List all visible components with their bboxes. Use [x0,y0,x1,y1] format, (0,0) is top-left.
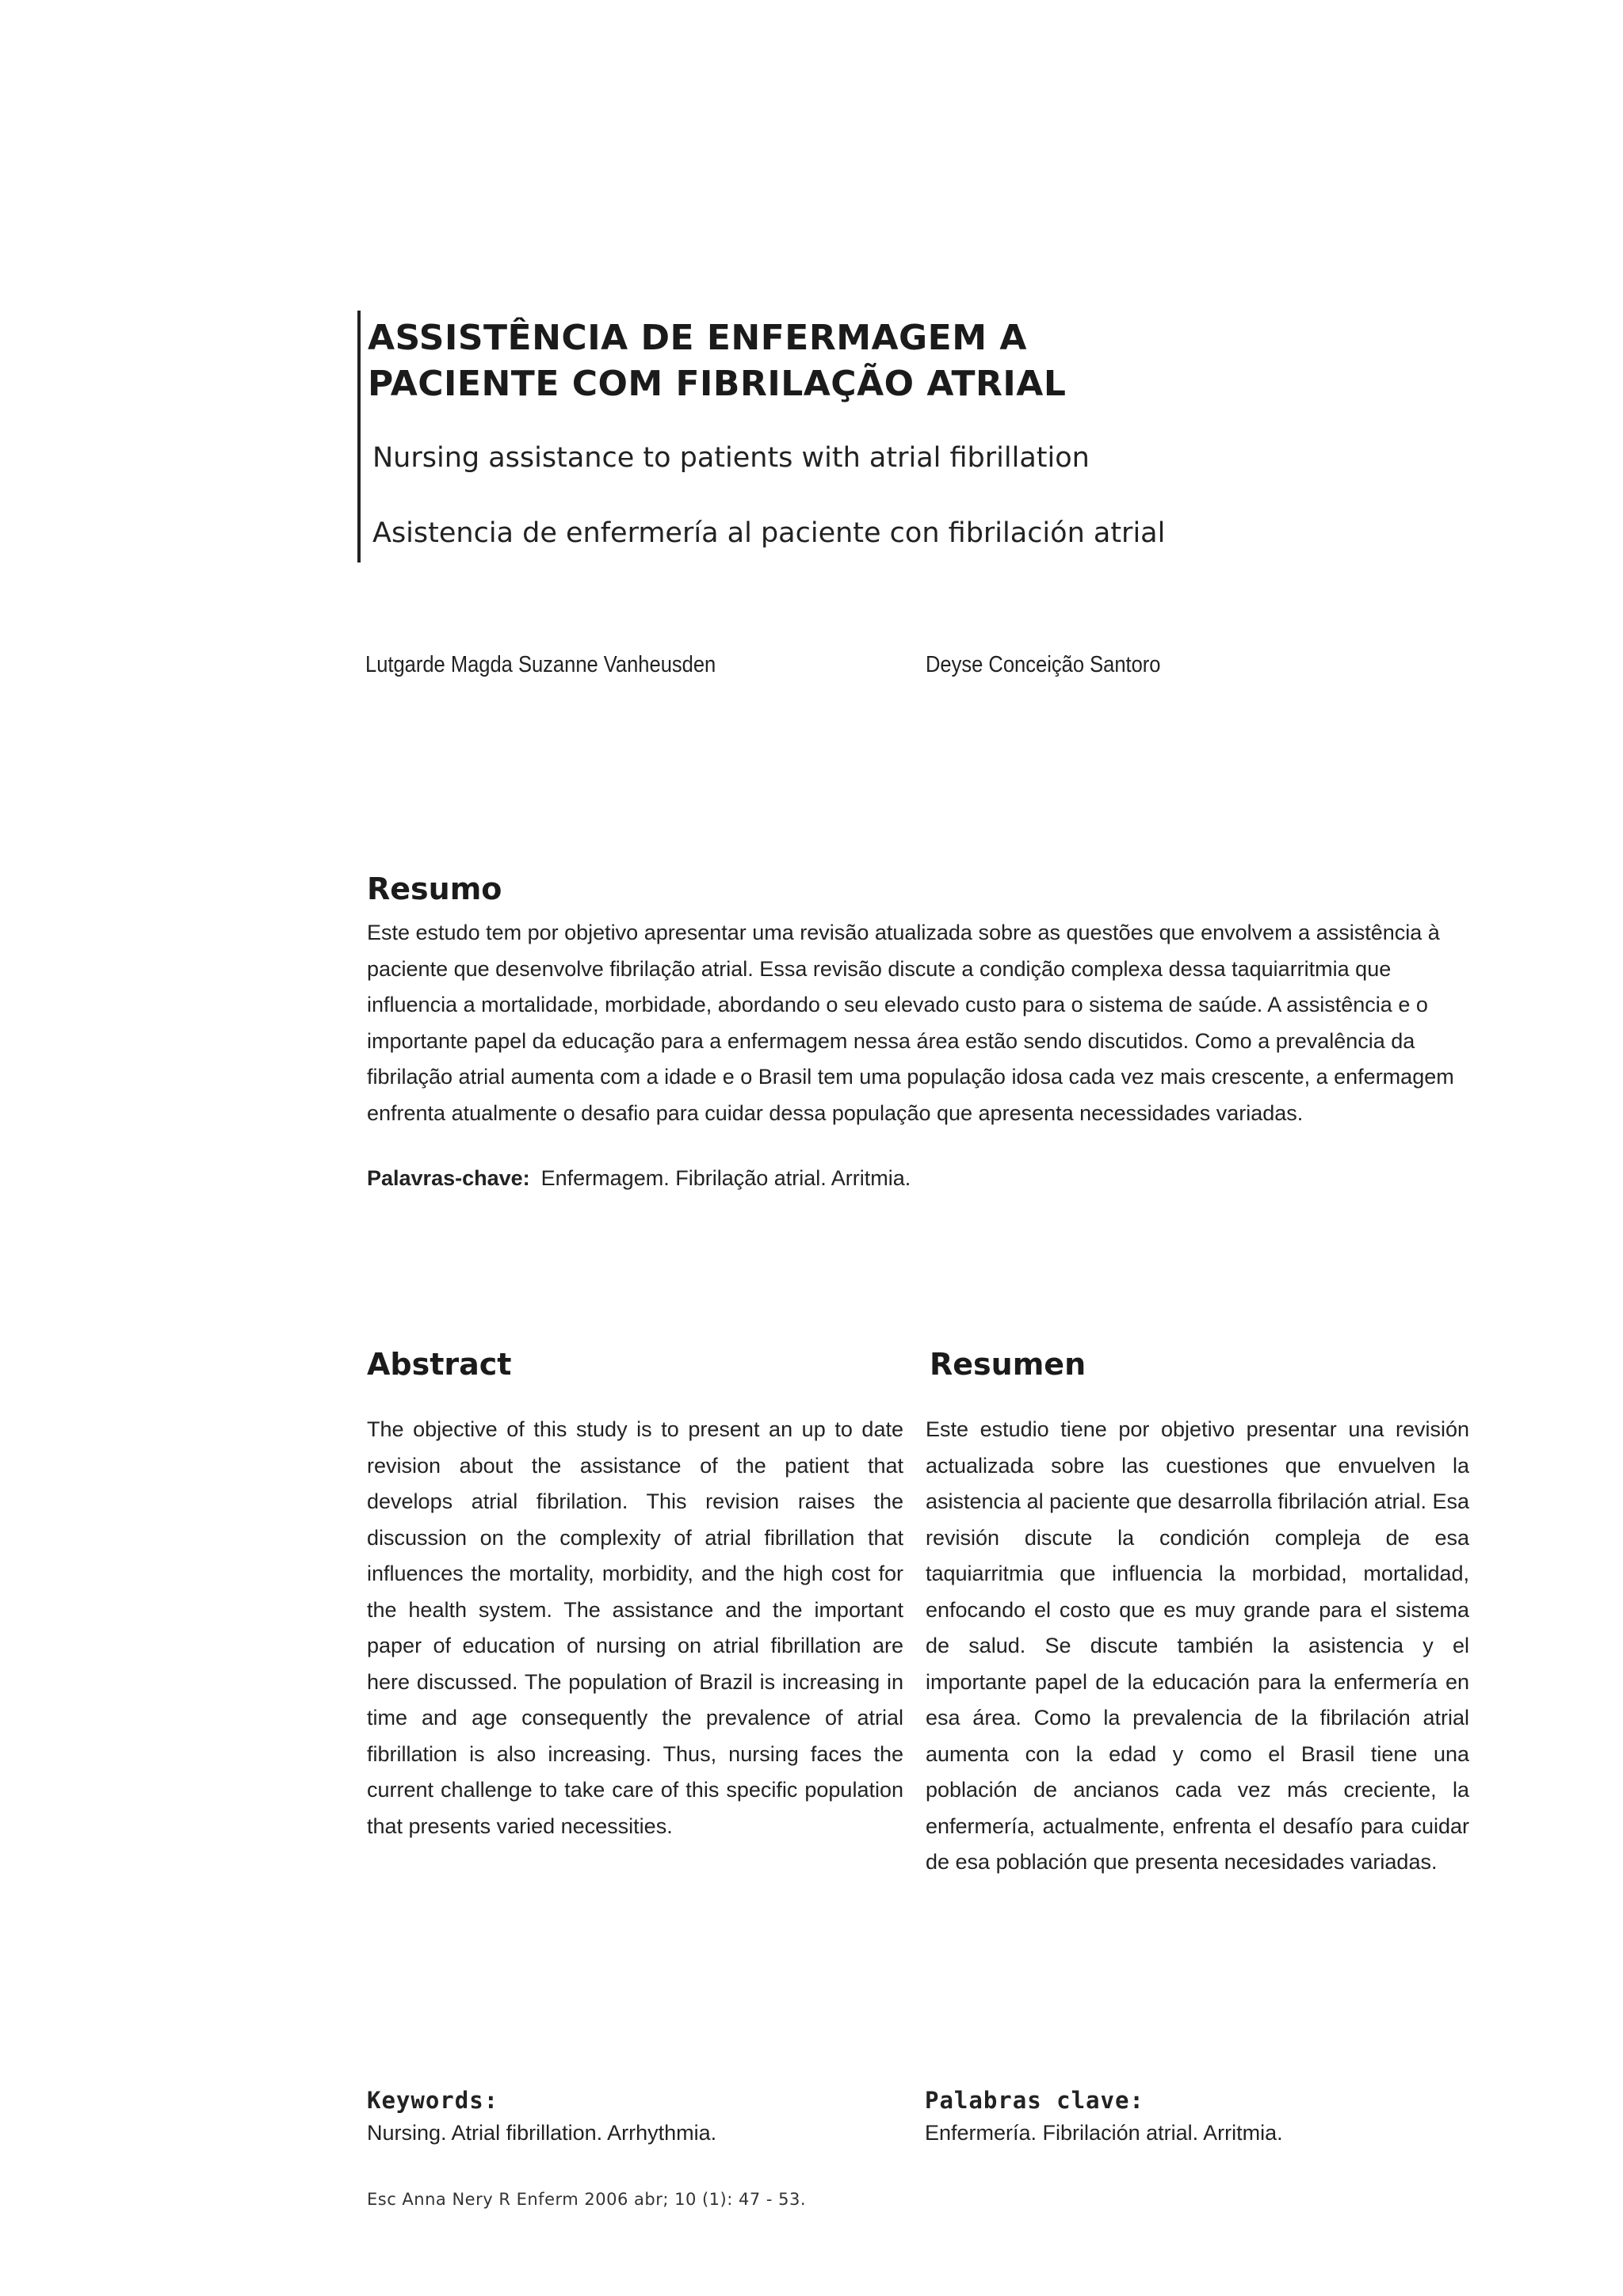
resumen-heading: Resumen [930,1347,1086,1382]
keywords-value: Nursing. Atrial fibrillation. Arrhythmia. [367,2121,717,2145]
abstract-heading: Abstract [367,1347,512,1382]
resumo-heading: Resumo [367,871,502,906]
keywords-label: Keywords: [367,2087,499,2114]
title-line-2: PACIENTE COM FIBRILAÇÃO ATRIAL [368,364,1067,404]
resumen-text: Este estudio tiene por objetivo presentar una revisión actualizada sobre las cuestiones que envuelven la asistencia al paciente que desarrolla fibrilación atrial. Esa revisión discute la condición compleja de esa taquiarritmia que influencia la morbidad, mortalidad, enfocando el costo que es muy grande para el sistema de salud. Se discute también la asistencia y el importante papel de la educación para la enfermería en esa área. Como la prevalencia de la fibrilación atrial aumenta con la edad y como el Brasil tiene una población de ancianos cada vez más creciente, la enfermería, actualmente, enfrenta el desafío para cuidar de esa población que presenta necesidades variadas. [926,1417,1469,1874]
journal-citation: Esc Anna Nery R Enferm 2006 abr; 10 (1): 47 - 53. [367,2190,807,2209]
author-1: Lutgarde Magda Suzanne Vanheusden [365,652,716,677]
author-2: Deyse Conceição Santoro [926,652,1161,677]
palavras-chave [367,1166,911,1191]
article-title [368,315,1066,407]
palabras-clave-label: Palabras clave: [925,2087,1144,2114]
subtitle-spanish: Asistencia de enfermería al paciente con fibrilación atrial [372,517,1166,549]
palabras-clave-value: Enfermería. Fibrilación atrial. Arritmia. [925,2121,1283,2145]
title-line-1: ASSISTÊNCIA DE ENFERMAGEM A [368,318,1027,358]
resumo-text: Este estudo tem por objetivo apresentar uma revisão atualizada sobre as questões que envolvem a assistência à paciente que desenvolve fibrilação atrial. Essa revisão discute a condição complexa dessa taquiarritmia que influencia a mortalidade, morbidade, abordando o seu elevado custo para o sistema de saúde. A assistência e o importante papel da educação para a enfermagem nessa área estão sendo discutidos. Como a prevalência da fibrilação atrial aumenta com a idade e o Brasil tem uma população idosa cada vez mais crescente, a enfermagem enfrenta atualmente o desafio para cuidar dessa população que apresenta necessidades variadas. [367,921,1454,1125]
abstract-text: The objective of this study is to present an up to date revision about the assistance of the patient that develops atrial fibrilation. This revision raises the discussion on the complexity of atrial fibrillation that influences the mortality, morbidity, and the high cost for the health system. The assistance and the important paper of education of nursing on atrial fibrillation are here discussed. The population of Brazil is increasing in time and age consequently the prevalence of atrial fibrillation is also increasing. Thus, nursing faces the current challenge to take care of this specific population that presents varied necessities. [367,1417,903,1838]
palavras-chave-label: Palavras-chave: [367,1166,530,1190]
subtitle-english: Nursing assistance to patients with atrial fibrillation [372,442,1090,474]
palavras-chave-value: Enfermagem. Fibrilação atrial. Arritmia. [540,1166,911,1190]
